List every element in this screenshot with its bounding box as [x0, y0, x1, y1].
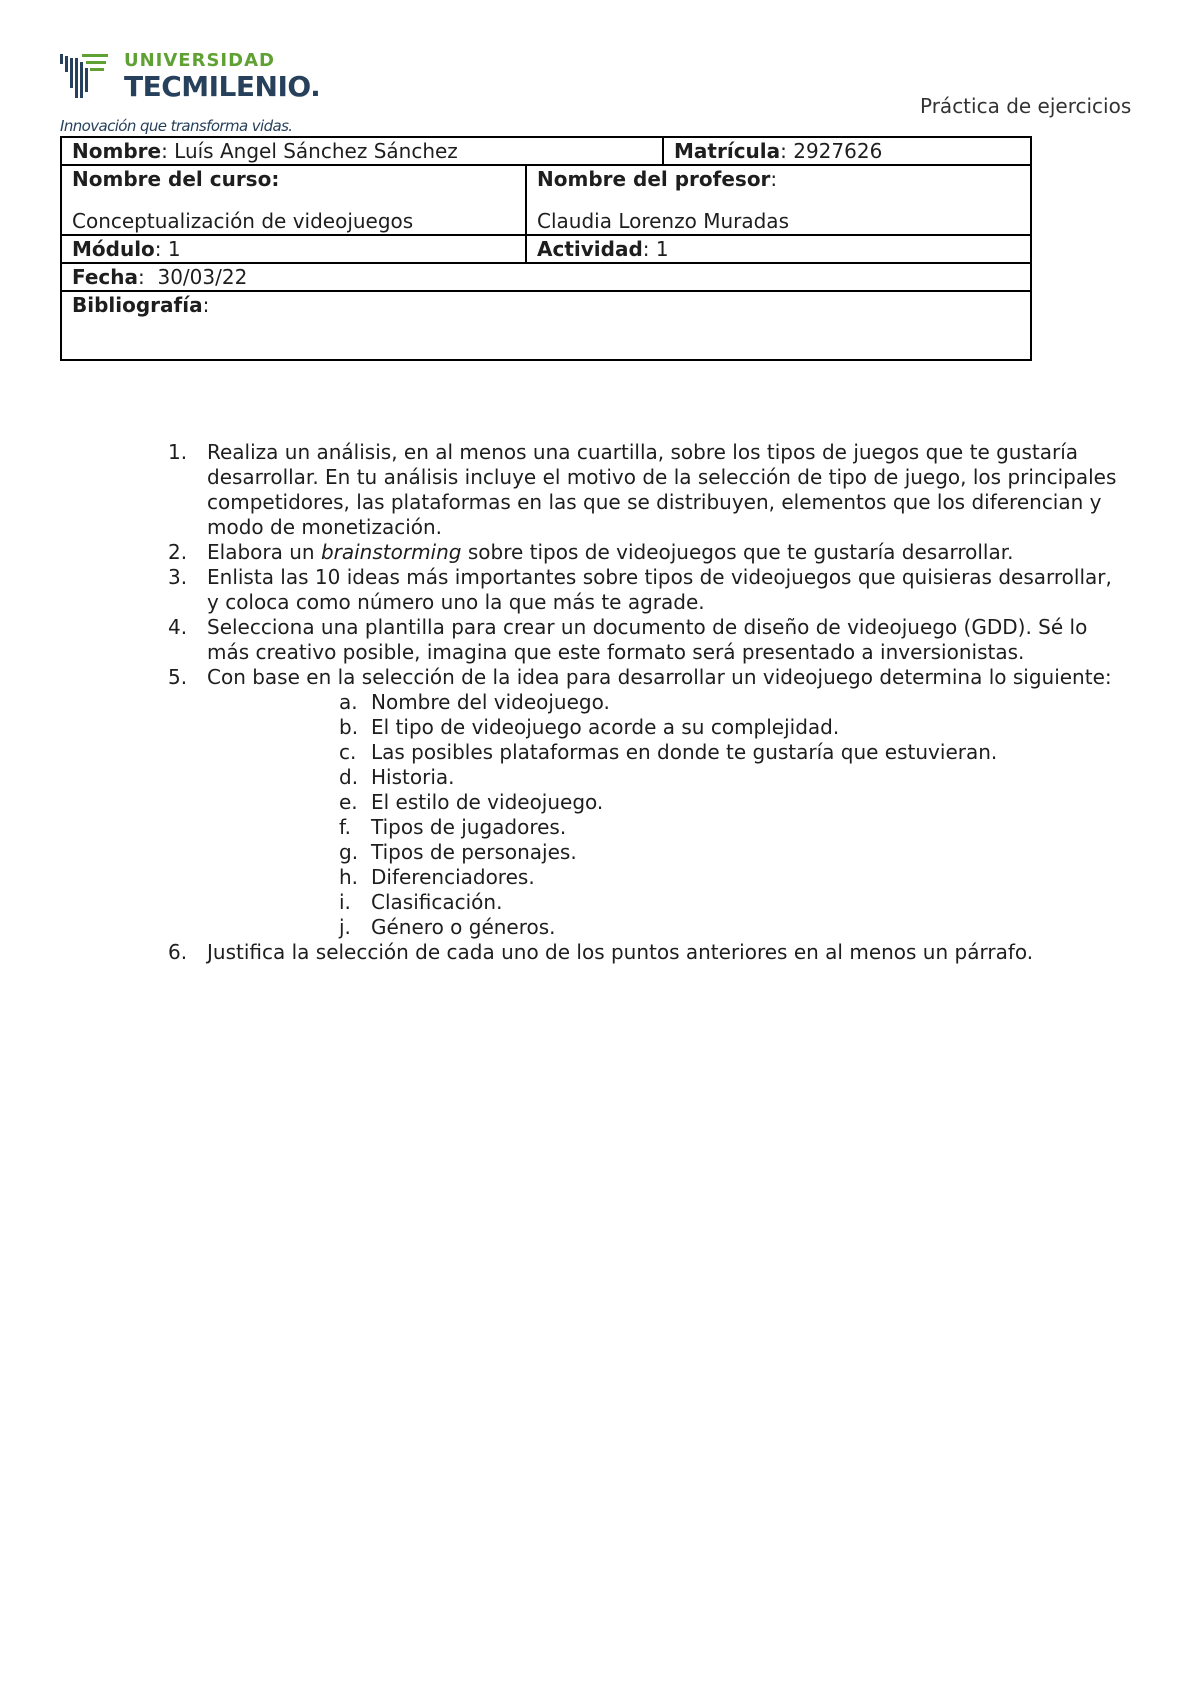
university-logo	[60, 50, 330, 136]
sub-item-text: Tipos de personajes.	[371, 840, 577, 864]
item-number: 4.	[168, 615, 188, 639]
sub-item-letter: c.	[339, 740, 357, 764]
bibliografia-label: Bibliografía	[72, 293, 203, 317]
sub-item-text: Historia.	[371, 765, 455, 789]
modulo-label: Módulo	[72, 237, 155, 261]
sub-item-text: El estilo de videojuego.	[371, 790, 604, 814]
profesor-colon: :	[770, 167, 778, 191]
sub-list-item	[339, 790, 1125, 815]
logo-slogan: Innovación que transforma vidas.	[60, 117, 293, 135]
logo-university-text: UNIVERSIDAD	[124, 50, 275, 71]
cell-curso	[61, 165, 526, 235]
sub-list-item	[339, 715, 1125, 740]
profesor-value: Claudia Lorenzo Muradas	[537, 209, 789, 233]
cell-fecha	[61, 263, 1031, 291]
item-text: Enlista las 10 ideas más importantes sobre tipos de videojuegos que quisieras desarrollar, y coloca como número uno la que más te agrade.	[207, 565, 1112, 614]
cell-bibliografia	[61, 291, 1031, 360]
sub-item-text: Género o géneros.	[371, 915, 556, 939]
sub-item-text: Clasificación.	[371, 890, 503, 914]
item-text-italic: brainstorming	[320, 540, 462, 564]
sub-item-letter: d.	[339, 765, 359, 789]
curso-label: Nombre del curso:	[72, 167, 280, 191]
fecha-value: : 30/03/22	[138, 265, 248, 289]
sub-item-text: El tipo de videojuego acorde a su complejidad.	[371, 715, 840, 739]
sub-item-letter: a.	[339, 690, 358, 714]
item-number: 2.	[168, 540, 188, 564]
cell-actividad	[526, 235, 1031, 263]
sub-list	[207, 690, 1125, 940]
item-text: Justifica la selección de cada uno de los puntos anteriores en al menos un párrafo.	[207, 940, 1034, 964]
actividad-label: Actividad	[537, 237, 643, 261]
sub-list-item	[339, 690, 1125, 715]
sub-item-text: Las posibles plataformas en donde te gustaría que estuvieran.	[371, 740, 998, 764]
sub-item-letter: b.	[339, 715, 359, 739]
sub-item-text: Diferenciadores.	[371, 865, 535, 889]
sub-item-letter: i.	[339, 890, 351, 914]
sub-list-item	[339, 765, 1125, 790]
item-text: Realiza un análisis, en al menos una cuartilla, sobre los tipos de juegos que te gustaría desarrollar. En tu análisis incluye el motivo de la selección de tipo de juego, los principales competidores, las plataformas en las que se distribuyen, elementos que los diferencian y modo de monetización.	[207, 440, 1117, 539]
student-info-table	[60, 136, 1032, 361]
cell-profesor	[526, 165, 1031, 235]
row-bibliografia	[61, 291, 1031, 360]
curso-value: Conceptualización de videojuegos	[72, 209, 414, 233]
sub-list-item	[339, 865, 1125, 890]
item-text-after: sobre tipos de videojuegos que te gustaría desarrollar.	[461, 540, 1014, 564]
actividad-value: : 1	[642, 237, 669, 261]
list-item	[165, 940, 1125, 965]
nombre-label: Nombre	[72, 139, 162, 163]
instructions-list	[165, 440, 1125, 965]
matricula-label: Matrícula	[674, 139, 781, 163]
tecmilenio-emblem-icon	[60, 52, 112, 102]
modulo-value: : 1	[154, 237, 181, 261]
list-item	[165, 615, 1125, 665]
sub-item-letter: h.	[339, 865, 359, 889]
item-text: Con base en la selección de la idea para desarrollar un videojuego determina lo siguiente:	[207, 665, 1112, 689]
profesor-label: Nombre del profesor	[537, 167, 771, 191]
sub-list-item	[339, 740, 1125, 765]
row-nombre	[61, 137, 1031, 165]
matricula-value: : 2927626	[780, 139, 883, 163]
sub-list-item	[339, 815, 1125, 840]
item-number: 3.	[168, 565, 188, 589]
sub-list-item	[339, 890, 1125, 915]
sub-list-item	[339, 915, 1125, 940]
item-text-before: Elabora un	[207, 540, 321, 564]
cell-nombre	[61, 137, 663, 165]
sub-item-text: Nombre del videojuego.	[371, 690, 610, 714]
item-text: Selecciona una plantilla para crear un documento de diseño de videojuego (GDD). Sé lo más creativo posible, imagina que este formato será presentado a inversionistas.	[207, 615, 1088, 664]
bibliografia-colon: :	[202, 293, 210, 317]
sub-list-item	[339, 840, 1125, 865]
list-item	[165, 665, 1125, 940]
profesor-label-line	[537, 167, 1020, 192]
document-type-label: Práctica de ejercicios	[920, 94, 1132, 118]
item-number: 5.	[168, 665, 188, 689]
sub-item-letter: f.	[339, 815, 351, 839]
item-number: 6.	[168, 940, 188, 964]
sub-item-letter: g.	[339, 840, 359, 864]
fecha-label: Fecha	[72, 265, 139, 289]
list-item	[165, 540, 1125, 565]
row-modulo	[61, 235, 1031, 263]
sub-item-letter: e.	[339, 790, 358, 814]
cell-modulo	[61, 235, 526, 263]
list-item	[165, 440, 1125, 540]
nombre-value: : Luís Angel Sánchez Sánchez	[161, 139, 458, 163]
logo-tecmilenio-text: TECMILENIO.	[124, 70, 321, 103]
sub-item-text: Tipos de jugadores.	[371, 815, 567, 839]
row-curso	[61, 165, 1031, 235]
cell-matricula	[663, 137, 1031, 165]
item-number: 1.	[168, 440, 188, 464]
list-item	[165, 565, 1125, 615]
sub-item-letter: j.	[339, 915, 351, 939]
row-fecha	[61, 263, 1031, 291]
